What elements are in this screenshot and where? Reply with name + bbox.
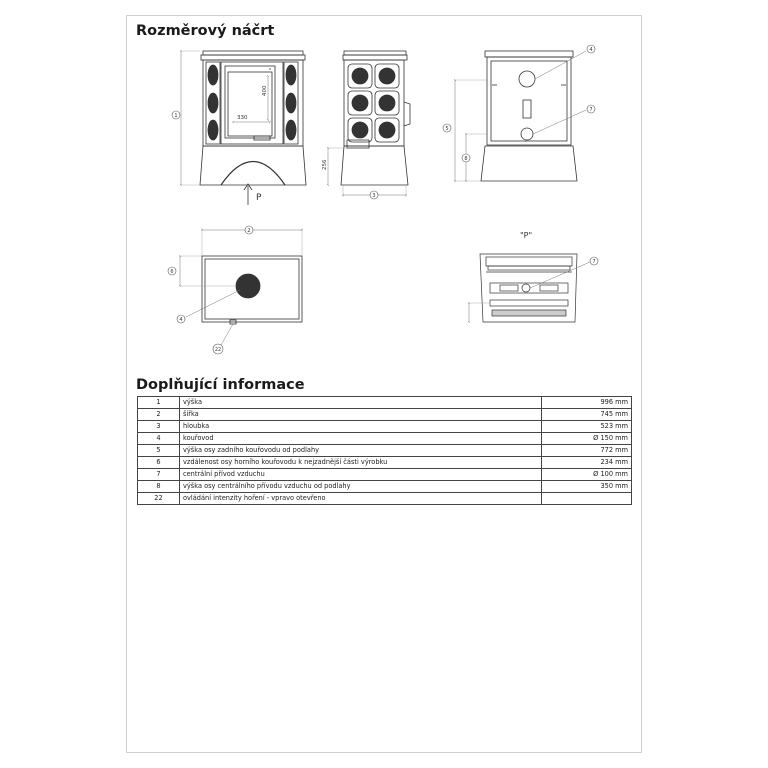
callout-7-rear: [587, 105, 595, 113]
row-value: 745 mm: [542, 409, 632, 421]
table-row: [138, 469, 632, 481]
table-row: [138, 433, 632, 445]
table-row: [138, 421, 632, 433]
row-value: 523 mm: [542, 421, 632, 433]
info-table: [137, 396, 632, 505]
top-view: [180, 228, 302, 345]
row-number: 1: [138, 397, 180, 409]
row-number: 22: [138, 493, 180, 505]
callout-5: [443, 124, 451, 132]
p-view: [469, 254, 590, 322]
row-number: 5: [138, 445, 180, 457]
view-label-p-quoted: "P": [520, 231, 533, 240]
dimension-drawing: [0, 0, 768, 380]
view-arrow-p: [244, 184, 262, 205]
svg-text:6: 6: [170, 269, 174, 275]
svg-text:5: 5: [445, 126, 449, 132]
rear-view: [455, 51, 586, 181]
row-description: výška osy centrálního přívodu vzduchu od podlahy: [180, 481, 542, 493]
svg-text:7: 7: [592, 259, 596, 265]
svg-text:8: 8: [464, 156, 468, 162]
section-title-info: Doplňující informace: [136, 377, 305, 393]
row-description: šířka: [180, 409, 542, 421]
row-value: Ø 100 mm: [542, 469, 632, 481]
callout-1: [172, 111, 180, 119]
svg-text:2: 2: [247, 228, 251, 234]
callout-4-rear: [587, 45, 595, 53]
row-number: 4: [138, 433, 180, 445]
svg-text:3: 3: [372, 193, 376, 199]
svg-text:4: 4: [589, 47, 593, 53]
row-value: [542, 493, 632, 505]
svg-text:1: 1: [174, 113, 178, 119]
row-value: 996 mm: [542, 397, 632, 409]
row-description: ovládání intenzity hoření - vpravo otevřeno: [180, 493, 542, 505]
table-row: [138, 493, 632, 505]
row-value: 350 mm: [542, 481, 632, 493]
table-row: [138, 397, 632, 409]
callout-4-top: [177, 315, 185, 323]
svg-text:22: 22: [214, 347, 222, 353]
row-description: hloubka: [180, 421, 542, 433]
callout-7-p: [590, 257, 598, 265]
row-value: 772 mm: [542, 445, 632, 457]
callout-2: [245, 226, 253, 234]
callout-8: [462, 154, 470, 162]
side-view: [328, 51, 410, 197]
svg-text:P: P: [256, 193, 262, 203]
row-value: Ø 150 mm: [542, 433, 632, 445]
section-title-sketch: Rozměrový náčrt: [136, 23, 275, 39]
row-number: 3: [138, 421, 180, 433]
table-row: [138, 481, 632, 493]
row-value: 234 mm: [542, 457, 632, 469]
row-description: kouřovod: [180, 433, 542, 445]
row-description: centrální přívod vzduchu: [180, 469, 542, 481]
table-row: [138, 445, 632, 457]
table-row: [138, 409, 632, 421]
callout-3: [370, 191, 378, 199]
row-number: 8: [138, 481, 180, 493]
callout-22: [213, 344, 223, 354]
row-number: 6: [138, 457, 180, 469]
table-row: [138, 457, 632, 469]
row-description: výška: [180, 397, 542, 409]
row-number: 7: [138, 469, 180, 481]
front-dim-height: 400: [262, 85, 268, 96]
row-description: výška osy zadního kouřovodu od podlahy: [180, 445, 542, 457]
row-description: vzdálenost osy horního kouřovodu k nejzadnější části výrobku: [180, 457, 542, 469]
row-number: 2: [138, 409, 180, 421]
callout-6: [168, 267, 176, 275]
svg-text:7: 7: [589, 107, 593, 113]
front-dim-width: 330: [237, 115, 248, 121]
side-dim-base-height: 256: [322, 159, 328, 170]
svg-text:4: 4: [179, 317, 183, 323]
